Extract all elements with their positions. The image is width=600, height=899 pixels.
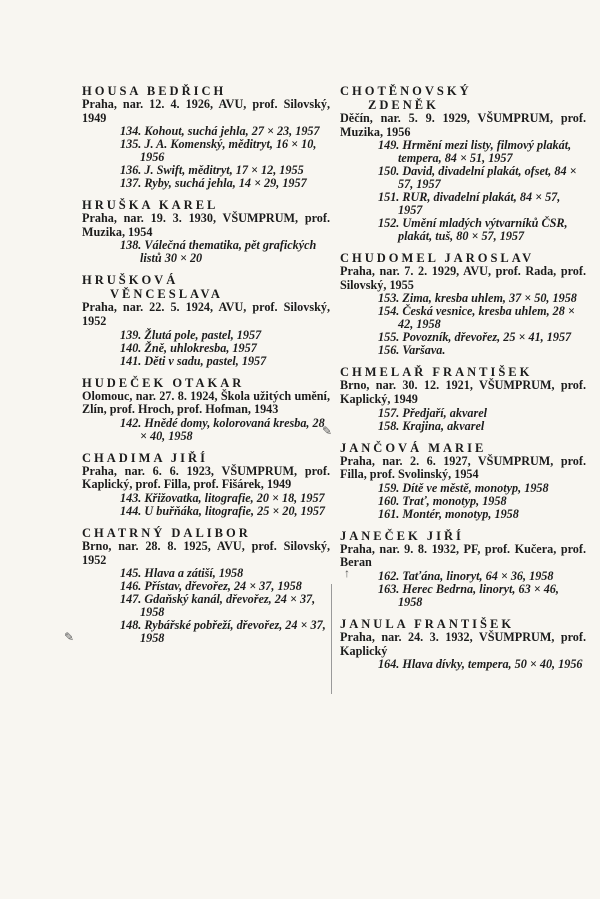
- artist-name: [82, 376, 330, 390]
- work-item: [340, 420, 586, 433]
- work-title: Gdaňský kanál, dřevořez, 24 × 37, 1958: [140, 592, 316, 620]
- work-item: [82, 177, 330, 190]
- work-title: Krajina, akvarel: [402, 418, 485, 433]
- work-title: Přístav, dřevořez, 24 × 37, 1958: [144, 579, 302, 594]
- artist-bio: Brno, nar. 28. 8. 1925, AVU, prof. Silovský, 1952: [82, 538, 330, 567]
- work-item: [340, 139, 586, 165]
- artist-bio: Praha, nar. 24. 3. 1932, VŠUMPRUM, prof. Kaplický: [340, 629, 586, 658]
- artist-bio: Olomouc, nar. 27. 8. 1924, Škola užitých umění, Zlín, prof. Hroch, prof. Hofman, 1943: [82, 388, 330, 417]
- work-item: [340, 331, 586, 344]
- work-title: Povozník, dřevořez, 25 × 41, 1957: [402, 330, 572, 345]
- work-item: [340, 305, 586, 331]
- works-list: [82, 239, 330, 265]
- work-number: 158.: [378, 418, 400, 433]
- artist-entry: [340, 84, 586, 243]
- work-item: [82, 415, 333, 443]
- artist-entry: [82, 526, 330, 645]
- artist-name: [82, 198, 330, 212]
- work-number: 150.: [378, 164, 400, 179]
- artist-name: [340, 365, 586, 379]
- artist-bio: Praha, nar. 7. 2. 1929, AVU, prof. Rada, prof. Silovský, 1955: [340, 264, 586, 292]
- margin-line: [331, 584, 332, 694]
- works-list: [82, 567, 330, 645]
- artist-name: [340, 251, 586, 265]
- artist-name-line: HUDEČEK OTAKAR: [82, 375, 245, 390]
- work-title: David, divadelní plakát, ofset, 84 × 57, 1957: [398, 164, 577, 192]
- artist-name: [340, 617, 586, 631]
- artist-name-line: JANEČEK JIŘÍ: [340, 528, 464, 543]
- work-number: 160.: [378, 493, 400, 508]
- works-list: [340, 658, 586, 671]
- work-number: 140.: [120, 340, 142, 355]
- work-number: 143.: [120, 490, 142, 505]
- left-column: [82, 84, 333, 653]
- work-title: Zima, kresba uhlem, 37 × 50, 1958: [402, 291, 577, 306]
- artist-entry: [340, 617, 586, 671]
- work-title: Křižovatka, litografie, 20 × 18, 1957: [144, 490, 325, 505]
- work-title: Taťána, linoryt, 64 × 36, 1958: [402, 568, 554, 583]
- artist-entry: [340, 529, 586, 609]
- work-number: 162.: [378, 568, 400, 583]
- work-number: 149.: [378, 138, 400, 153]
- work-item: [82, 239, 330, 265]
- work-title: Žně, uhlokresba, 1957: [144, 340, 257, 355]
- work-title: Montér, monotyp, 1958: [402, 506, 519, 521]
- work-item: [340, 344, 586, 357]
- work-number: 145.: [120, 566, 142, 581]
- artist-name-line: HRUŠKOVÁ: [82, 273, 179, 288]
- artist-bio: Praha, nar. 9. 8. 1932, PF, prof. Kučera, prof. Beran: [340, 541, 586, 570]
- artist-bio: Praha, nar. 22. 5. 1924, AVU, prof. Silovský, 1952: [82, 300, 330, 328]
- artist-name-line: CHATRNÝ DALIBOR: [82, 525, 251, 540]
- work-title: Děti v sadu, pastel, 1957: [144, 353, 267, 368]
- works-list: [82, 125, 330, 190]
- work-item: [82, 619, 330, 645]
- work-number: 134.: [120, 124, 142, 139]
- artist-name: [340, 441, 586, 455]
- artist-entry: [340, 251, 586, 357]
- artist-name: [340, 529, 586, 543]
- artist-name-line: HRUŠKA KAREL: [82, 198, 219, 213]
- work-item: [82, 355, 330, 368]
- artist-name-line: JANULA FRANTIŠEK: [340, 616, 515, 631]
- work-title: Hrmění mezi listy, filmový plakát, tempera, 84 × 51, 1957: [398, 138, 572, 166]
- artist-bio: Praha, nar. 6. 6. 1923, VŠUMPRUM, prof. Kaplický, prof. Filla, prof. Fišárek, 1949: [82, 463, 330, 492]
- work-number: 151.: [378, 190, 400, 205]
- work-number: 142.: [120, 415, 142, 430]
- work-item: [340, 217, 586, 243]
- work-number: 163.: [378, 581, 400, 596]
- work-title: Rybářské pobřeží, dřevořez, 24 × 37, 1958: [140, 618, 326, 646]
- work-title: U buřňáka, litografie, 25 × 20, 1957: [144, 503, 326, 518]
- work-number: 148.: [120, 618, 142, 633]
- work-number: 157.: [378, 405, 400, 420]
- work-item: [340, 583, 586, 609]
- work-title: Válečná thematika, pět grafických listů 30 × 20: [140, 238, 317, 266]
- work-number: 146.: [120, 579, 142, 594]
- works-list: [82, 415, 333, 443]
- artist-entry: [340, 441, 586, 521]
- artist-name: [82, 84, 330, 98]
- artist-name-line: CHOTĚNOVSKÝ: [340, 84, 472, 98]
- artist-entry: [82, 273, 330, 367]
- work-title: Žlutá pole, pastel, 1957: [144, 327, 262, 342]
- artist-name-line: VĚNCESLAVA: [110, 287, 223, 302]
- work-item: [82, 505, 330, 518]
- work-number: 135.: [120, 137, 142, 152]
- work-item: [340, 658, 586, 671]
- work-title: Hlava a zátiší, 1958: [144, 566, 244, 581]
- work-number: 164.: [378, 657, 400, 672]
- work-title: Česká vesnice, kresba uhlem, 28 × 42, 1958: [398, 304, 575, 332]
- works-list: [82, 329, 330, 368]
- work-item: [340, 191, 586, 217]
- artist-name: [82, 451, 330, 465]
- work-number: 159.: [378, 480, 400, 495]
- work-number: 161.: [378, 506, 400, 521]
- artist-name-line: CHUDOMEL JAROSLAV: [340, 251, 535, 266]
- work-title: Hnědé domy, kolorovaná kresba, 28 × 40, 1958: [140, 415, 325, 443]
- work-title: Hlava dívky, tempera, 50 × 40, 1956: [402, 657, 583, 672]
- work-item: [340, 165, 586, 191]
- work-title: J. A. Komenský, měditryt, 16 × 10, 1956: [140, 137, 317, 165]
- margin-mark: ✎: [322, 424, 333, 438]
- work-number: 139.: [120, 327, 142, 342]
- artist-bio: Praha, nar. 12. 4. 1926, AVU, prof. Silovský, 1949: [82, 97, 330, 125]
- works-list: [340, 570, 586, 609]
- artist-name-line: JANČOVÁ MARIE: [340, 440, 487, 455]
- work-number: 141.: [120, 353, 142, 368]
- artist-name-line: CHMELAŘ FRANTIŠEK: [340, 365, 533, 380]
- artist-name: [82, 273, 330, 301]
- artist-bio: Děčín, nar. 5. 9. 1929, VŠUMPRUM, prof. Muzika, 1956: [340, 111, 586, 139]
- work-title: J. Swift, měditryt, 17 × 12, 1955: [144, 163, 304, 178]
- artist-bio: Brno, nar. 30. 12. 1921, VŠUMPRUM, prof. Kaplický, 1949: [340, 378, 586, 406]
- artist-entry: [82, 84, 330, 190]
- artist-name: [82, 526, 330, 540]
- artist-entry: [82, 375, 333, 443]
- work-title: Kohout, suchá jehla, 27 × 23, 1957: [144, 124, 320, 139]
- works-list: [340, 292, 586, 357]
- artist-entry: [82, 198, 330, 265]
- work-number: 144.: [120, 503, 142, 518]
- margin-mark: ↑: [344, 566, 350, 580]
- work-number: 156.: [378, 343, 400, 358]
- works-list: [340, 407, 586, 433]
- work-title: Varšava.: [402, 343, 446, 358]
- work-item: [82, 138, 330, 164]
- work-title: Předjaří, akvarel: [402, 405, 487, 420]
- work-number: 152.: [378, 216, 400, 231]
- work-number: 147.: [120, 592, 142, 607]
- right-column: [340, 84, 586, 679]
- works-list: [340, 482, 586, 521]
- work-item: [82, 593, 330, 619]
- work-item: [340, 508, 586, 521]
- works-list: [82, 492, 330, 518]
- work-number: 154.: [378, 304, 400, 319]
- work-number: 153.: [378, 291, 400, 306]
- work-title: Herec Bedrna, linoryt, 63 × 46, 1958: [398, 581, 559, 609]
- artist-entry: [82, 451, 330, 518]
- work-number: 138.: [120, 238, 142, 253]
- margin-mark: ✎: [64, 630, 75, 644]
- artist-name-line: HOUSA BEDŘICH: [82, 84, 227, 98]
- works-list: [340, 139, 586, 243]
- artist-name: [340, 84, 586, 112]
- work-title: Trať, monotyp, 1958: [402, 493, 507, 508]
- work-number: 136.: [120, 163, 142, 178]
- work-number: 137.: [120, 176, 142, 191]
- work-title: Ryby, suchá jehla, 14 × 29, 1957: [144, 176, 307, 191]
- artist-entry: [340, 365, 586, 432]
- work-title: Dítě ve městě, monotyp, 1958: [402, 480, 549, 495]
- artist-bio: Praha, nar. 19. 3. 1930, VŠUMPRUM, prof. Muzika, 1954: [82, 211, 330, 239]
- work-title: Umění mladých výtvarníků ČSR, plakát, tuš, 80 × 57, 1957: [398, 216, 568, 244]
- work-number: 155.: [378, 330, 400, 345]
- artist-bio: Praha, nar. 2. 6. 1927, VŠUMPRUM, prof. Filla, prof. Svolinský, 1954: [340, 453, 586, 482]
- work-title: RUR, divadelní plakát, 84 × 57, 1957: [398, 190, 561, 218]
- artist-name-line: ZDENĚK: [368, 98, 439, 112]
- artist-name-line: CHADIMA JIŘÍ: [82, 450, 208, 465]
